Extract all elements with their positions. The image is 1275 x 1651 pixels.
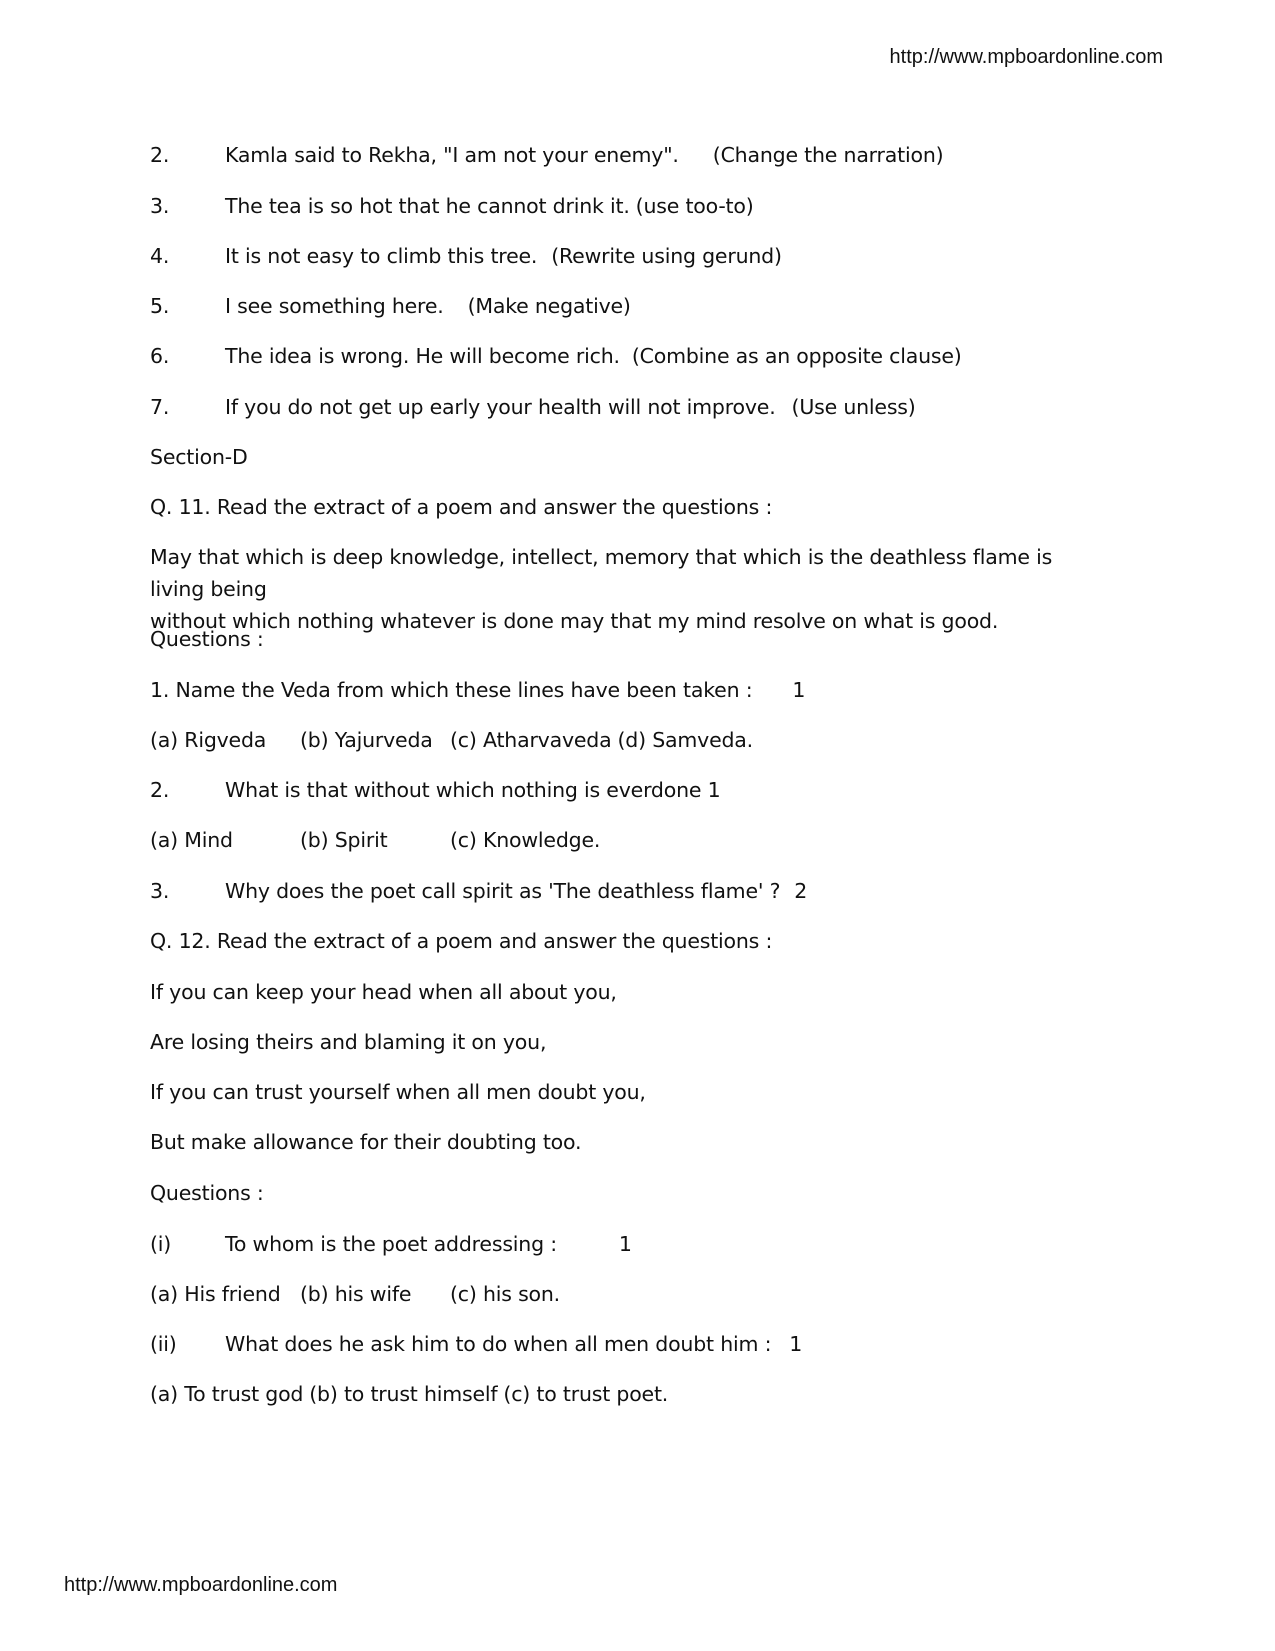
q12-poem-line: If you can trust yourself when all men doubt you, — [150, 1080, 646, 1104]
option: (a) To trust god — [150, 1382, 304, 1406]
question-text: Why does the poet call spirit as 'The deathless flame' ? — [225, 879, 781, 903]
option: (b) Yajurveda — [300, 728, 433, 752]
option: (a) Mind — [150, 828, 233, 852]
item-note: (Rewrite using gerund) — [551, 244, 782, 268]
option: (c) Atharvaveda — [450, 728, 612, 752]
question-number: (i) — [150, 1232, 172, 1256]
q12-heading: Q. 12. Read the extract of a poem and answer the questions : — [150, 929, 773, 953]
item-6 — [150, 340, 962, 372]
question-marks: 1 — [618, 1232, 632, 1256]
q12-poem-line: Are losing theirs and blaming it on you, — [150, 1030, 547, 1054]
item-note: (Combine as an opposite clause) — [631, 344, 962, 368]
question-text: What is that without which nothing is everdone 1 — [225, 778, 721, 802]
q11-question-1 — [150, 674, 805, 706]
q11-question-1-options — [150, 724, 753, 756]
q11-question-3 — [150, 875, 807, 907]
q11-questions-label: Questions : — [150, 627, 264, 651]
q11-question-2-options — [150, 824, 600, 856]
item-text: The tea is so hot that he cannot drink it. — [225, 194, 630, 218]
q12-question-i-options — [150, 1278, 560, 1310]
footer-url: http://www.mpboardonline.com — [64, 1574, 338, 1596]
section-heading: Section-D — [150, 445, 248, 469]
q11-extract — [150, 541, 1100, 637]
item-number: 4. — [150, 244, 170, 268]
option: (b) his wife — [300, 1282, 412, 1306]
option: (c) to trust poet. — [503, 1382, 669, 1406]
q11-question-2 — [150, 774, 720, 806]
item-number: 3. — [150, 194, 170, 218]
question-marks: 1 — [792, 678, 806, 702]
item-text: If you do not get up early your health will not improve. — [225, 395, 776, 419]
item-note: (Use unless) — [791, 395, 916, 419]
item-number: 5. — [150, 294, 170, 318]
q12-question-i — [150, 1228, 632, 1260]
option: (b) to trust himself — [309, 1382, 498, 1406]
item-number: 7. — [150, 395, 170, 419]
q12-questions-label: Questions : — [150, 1181, 264, 1205]
q12-question-ii-options — [150, 1378, 668, 1410]
question-text: What does he ask him to do when all men doubt him : — [225, 1332, 772, 1356]
q11-heading: Q. 11. Read the extract of a poem and answer the questions : — [150, 495, 773, 519]
option: (c) Knowledge. — [450, 828, 601, 852]
item-3 — [150, 190, 754, 222]
question-number: 2. — [150, 778, 170, 802]
option: (a) Rigveda — [150, 728, 267, 752]
header-url: http://www.mpboardonline.com — [889, 46, 1163, 68]
item-text: It is not easy to climb this tree. — [225, 244, 538, 268]
question-marks: 2 — [794, 879, 808, 903]
question-text: To whom is the poet addressing : — [225, 1232, 557, 1256]
item-5 — [150, 290, 631, 322]
item-text: The idea is wrong. He will become rich. — [225, 344, 620, 368]
item-note: (use too-to) — [635, 194, 754, 218]
item-2 — [150, 139, 943, 171]
option: (d) Samveda. — [617, 728, 753, 752]
item-text: I see something here. — [225, 294, 444, 318]
item-number: 2. — [150, 143, 170, 167]
item-note: (Make negative) — [467, 294, 631, 318]
item-4 — [150, 240, 782, 272]
item-7 — [150, 391, 916, 423]
question-marks: 1 — [789, 1332, 803, 1356]
item-note: (Change the narration) — [712, 143, 944, 167]
q12-poem-line: But make allowance for their doubting too. — [150, 1130, 582, 1154]
question-number: (ii) — [150, 1332, 177, 1356]
option: (c) his son. — [450, 1282, 560, 1306]
question-number: 3. — [150, 879, 170, 903]
item-text: Kamla said to Rekha, "I am not your enemy". — [225, 143, 679, 167]
option: (b) Spirit — [300, 828, 388, 852]
q12-question-ii — [150, 1328, 802, 1360]
q11-extract-line: May that which is deep knowledge, intellect, memory that which is the deathless flame is living being — [150, 545, 1053, 601]
q11-extract-line: without which nothing whatever is done may that my mind resolve on what is good. — [150, 609, 999, 633]
option: (a) His friend — [150, 1282, 281, 1306]
question-text: 1. Name the Veda from which these lines have been taken : — [150, 678, 753, 702]
q12-poem-line: If you can keep your head when all about you, — [150, 980, 617, 1004]
item-number: 6. — [150, 344, 170, 368]
